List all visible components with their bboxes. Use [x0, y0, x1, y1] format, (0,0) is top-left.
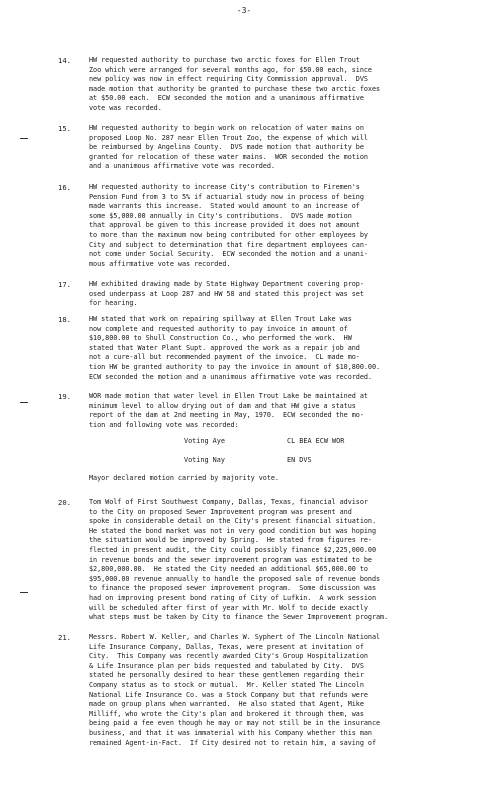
- text-line: what steps must be taken by City to finance the Sewer Improvement program.: [89, 613, 389, 622]
- text-line: to the City on proposed Sewer Improvement program was present and: [89, 507, 352, 516]
- text-line: the situation would be improved by Spring. He stated from figures re-: [89, 536, 372, 545]
- agenda-item-14: [58, 56, 474, 114]
- text-line: in revenue bonds and the sewer improvement program was estimated to be: [89, 555, 372, 564]
- vote-members: CL BEA ECW WOR: [287, 437, 345, 446]
- text-line: HW stated that work on repairing spillway at Ellen Trout Lake was: [89, 315, 352, 323]
- agenda-item-20: [58, 498, 474, 623]
- margin-mark: [20, 402, 28, 403]
- item-text: [89, 124, 474, 172]
- text-line: Zoo which were arranged for several months ago, for $50.00 each, since: [89, 65, 372, 74]
- text-line: Messrs. Robert W. Keller, and Charles W. Syphert of The Lincoln National: [89, 633, 381, 641]
- text-line: and a unanimous affirmative vote was recorded.: [89, 162, 275, 171]
- text-line: at $50.00 each. ECW seconded the motion and a unanimous affirmative: [89, 94, 364, 103]
- text-line: Life Insurance Company, Dallas, Texas, were present at invitation of: [89, 642, 364, 651]
- text-line: granted for relocation of these water mains. WOR seconded the motion: [89, 152, 368, 161]
- item-number: 16.: [58, 183, 71, 192]
- text-line: that approval be given to this increase provided it does not amount: [89, 221, 360, 230]
- text-line: made on group plans when warranted. He also stated that Agent, Mike: [89, 700, 364, 709]
- text-line: made warrants this increase. Stated would amount to an increase of: [89, 202, 360, 211]
- item-number: 19.: [58, 392, 71, 401]
- text-line: to finance the proposed sewer improvement program. Some discussion was: [89, 584, 376, 593]
- agenda-item-19: [58, 392, 474, 484]
- agenda-item-16: [58, 183, 474, 269]
- text-line: stated he personally desired to hear these gentlemen regarding their: [89, 671, 364, 680]
- vote-label: Voting Aye: [184, 437, 225, 446]
- text-line: Tom Wolf of First Southwest Company, Dallas, Texas, financial advisor: [89, 498, 368, 506]
- text-line: not come under Social Security. ECW seconded the motion and a unani-: [89, 250, 368, 259]
- text-line: Milliff, who wrote the City's plan and brokered it through them, was: [89, 709, 364, 718]
- margin-mark: [20, 138, 28, 139]
- item-number: 15.: [58, 124, 71, 133]
- item-text: [89, 280, 474, 309]
- text-line: stated that Water Plant Supt. approved the work as a repair job and: [89, 343, 360, 352]
- vote-label: Voting Nay: [184, 456, 225, 465]
- vote-row-aye: [89, 436, 474, 446]
- text-line: Pension Fund from 3 to 5% if actuarial study now in process of being: [89, 192, 364, 201]
- text-line: for hearing.: [89, 299, 138, 308]
- item-number: 20.: [58, 498, 71, 507]
- item-text: [89, 183, 474, 269]
- text-line: some $5,000.00 annually in City's contributions. DVS made motion: [89, 211, 352, 220]
- item-number: 14.: [58, 56, 71, 65]
- text-line: HW requested authority to increase City's contribution to Firemen's: [89, 183, 360, 191]
- text-line: & Life Insurance plan per bids requested and tabulated by City. DVS: [89, 661, 364, 670]
- text-line: to more than the maximum now being contributed for other employees by: [89, 230, 368, 239]
- text-line: $10,800.00 to Shull Construction Co., who performed the work. HW: [89, 334, 352, 343]
- text-line: flected in present audit, the City could possibly finance $2,225,000.00: [89, 545, 376, 554]
- agenda-item-21: [58, 633, 474, 748]
- text-line: $2,800,000.00. He stated the City needed an additional $65,000.00 to: [89, 565, 368, 574]
- text-line: HW requested authority to begin work on relocation of water mains on: [89, 124, 364, 132]
- text-line: business, and that it was immaterial with his Company whether this man: [89, 728, 372, 737]
- text-line: proposed Loop No. 287 near Ellen Trout Zoo, the expense of which will: [89, 133, 368, 142]
- vote-members: EN DVS: [287, 456, 312, 465]
- item-number: 17.: [58, 280, 71, 289]
- agenda-item-17: [58, 280, 474, 309]
- text-line: HW exhibited drawing made by State Highway Department covering prop-: [89, 280, 364, 288]
- text-line: HW requested authority to purchase two arctic foxes for Ellen Trout: [89, 56, 360, 64]
- text-line: being paid a fee even though he may or may not still be in the insurance: [89, 719, 381, 728]
- text-line: osed underpass at Loop 287 and HW 58 and stated this project was set: [89, 289, 364, 298]
- text-line: minimum level to allow drying out of dam and that HW give a status: [89, 401, 356, 410]
- text-line: made motion that authority be granted to purchase these two arctic foxes: [89, 84, 381, 93]
- text-line: had on improving present bond rating of City of Lufkin. A work session: [89, 593, 376, 602]
- text-line: City and subject to determination that fire department employees can-: [89, 240, 368, 249]
- text-line: be reimbursed by Angelina County. DVS made motion that authority be: [89, 143, 364, 152]
- item-text: [89, 392, 474, 484]
- text-line: mous affirmative vote was recorded.: [89, 259, 231, 268]
- text-line: $95,000.00 revenue annually to handle the proposed sale of revenue bonds: [89, 574, 381, 583]
- item-text: [89, 315, 474, 382]
- agenda-item-18: [58, 315, 474, 382]
- text-line: tion HW be granted authority to pay the invoice in amount of $10,800.00.: [89, 362, 381, 371]
- page-number: -3-: [236, 6, 252, 15]
- text-line: not a cure-all but recommended payment of the invoice. CL made mo-: [89, 353, 360, 362]
- text-line: Company status as to stock or mutual. Mr. Keller stated The Lincoln: [89, 680, 364, 689]
- text-line: City. This Company was recently awarded City's Group Hospitalization: [89, 652, 368, 661]
- text-line: National Life Insurance Co. was a Stock Company but that refunds were: [89, 690, 368, 699]
- item-text: [89, 498, 474, 623]
- text-line: tion and following vote was recorded:: [89, 420, 239, 429]
- vote-result: Mayor declared motion carried by majority vote.: [89, 474, 279, 483]
- item-number: 21.: [58, 633, 71, 642]
- text-line: will be scheduled after first of year with Mr. Wolf to decide exactly: [89, 603, 368, 612]
- item-text: [89, 633, 474, 748]
- text-line: report of the dam at 2nd meeting in May, 1970. ECW seconded the mo-: [89, 411, 364, 420]
- text-line: ECW seconded the motion and a unanimous affirmative vote was recorded.: [89, 372, 372, 381]
- agenda-item-15: [58, 124, 474, 172]
- margin-mark: [20, 592, 28, 593]
- text-line: new policy was now in effect requiring City Commission approval. DVS: [89, 75, 368, 84]
- text-line: remained Agent-in-Fact. If City desired not to retain him, a saving of: [89, 738, 376, 747]
- text-line: WOR made motion that water level in Ellen Trout Lake be maintained at: [89, 392, 368, 400]
- text-line: vote was recorded.: [89, 103, 162, 112]
- text-line: now complete and requested authority to pay invoice in amount of: [89, 324, 348, 333]
- item-number: 18.: [58, 315, 71, 324]
- text-line: He stated the bond market was not in very good condition but was hoping: [89, 526, 376, 535]
- text-line: spoke in considerable detail on the City's present financial situation.: [89, 517, 376, 526]
- item-text: [89, 56, 474, 114]
- vote-row-nay: [89, 455, 474, 465]
